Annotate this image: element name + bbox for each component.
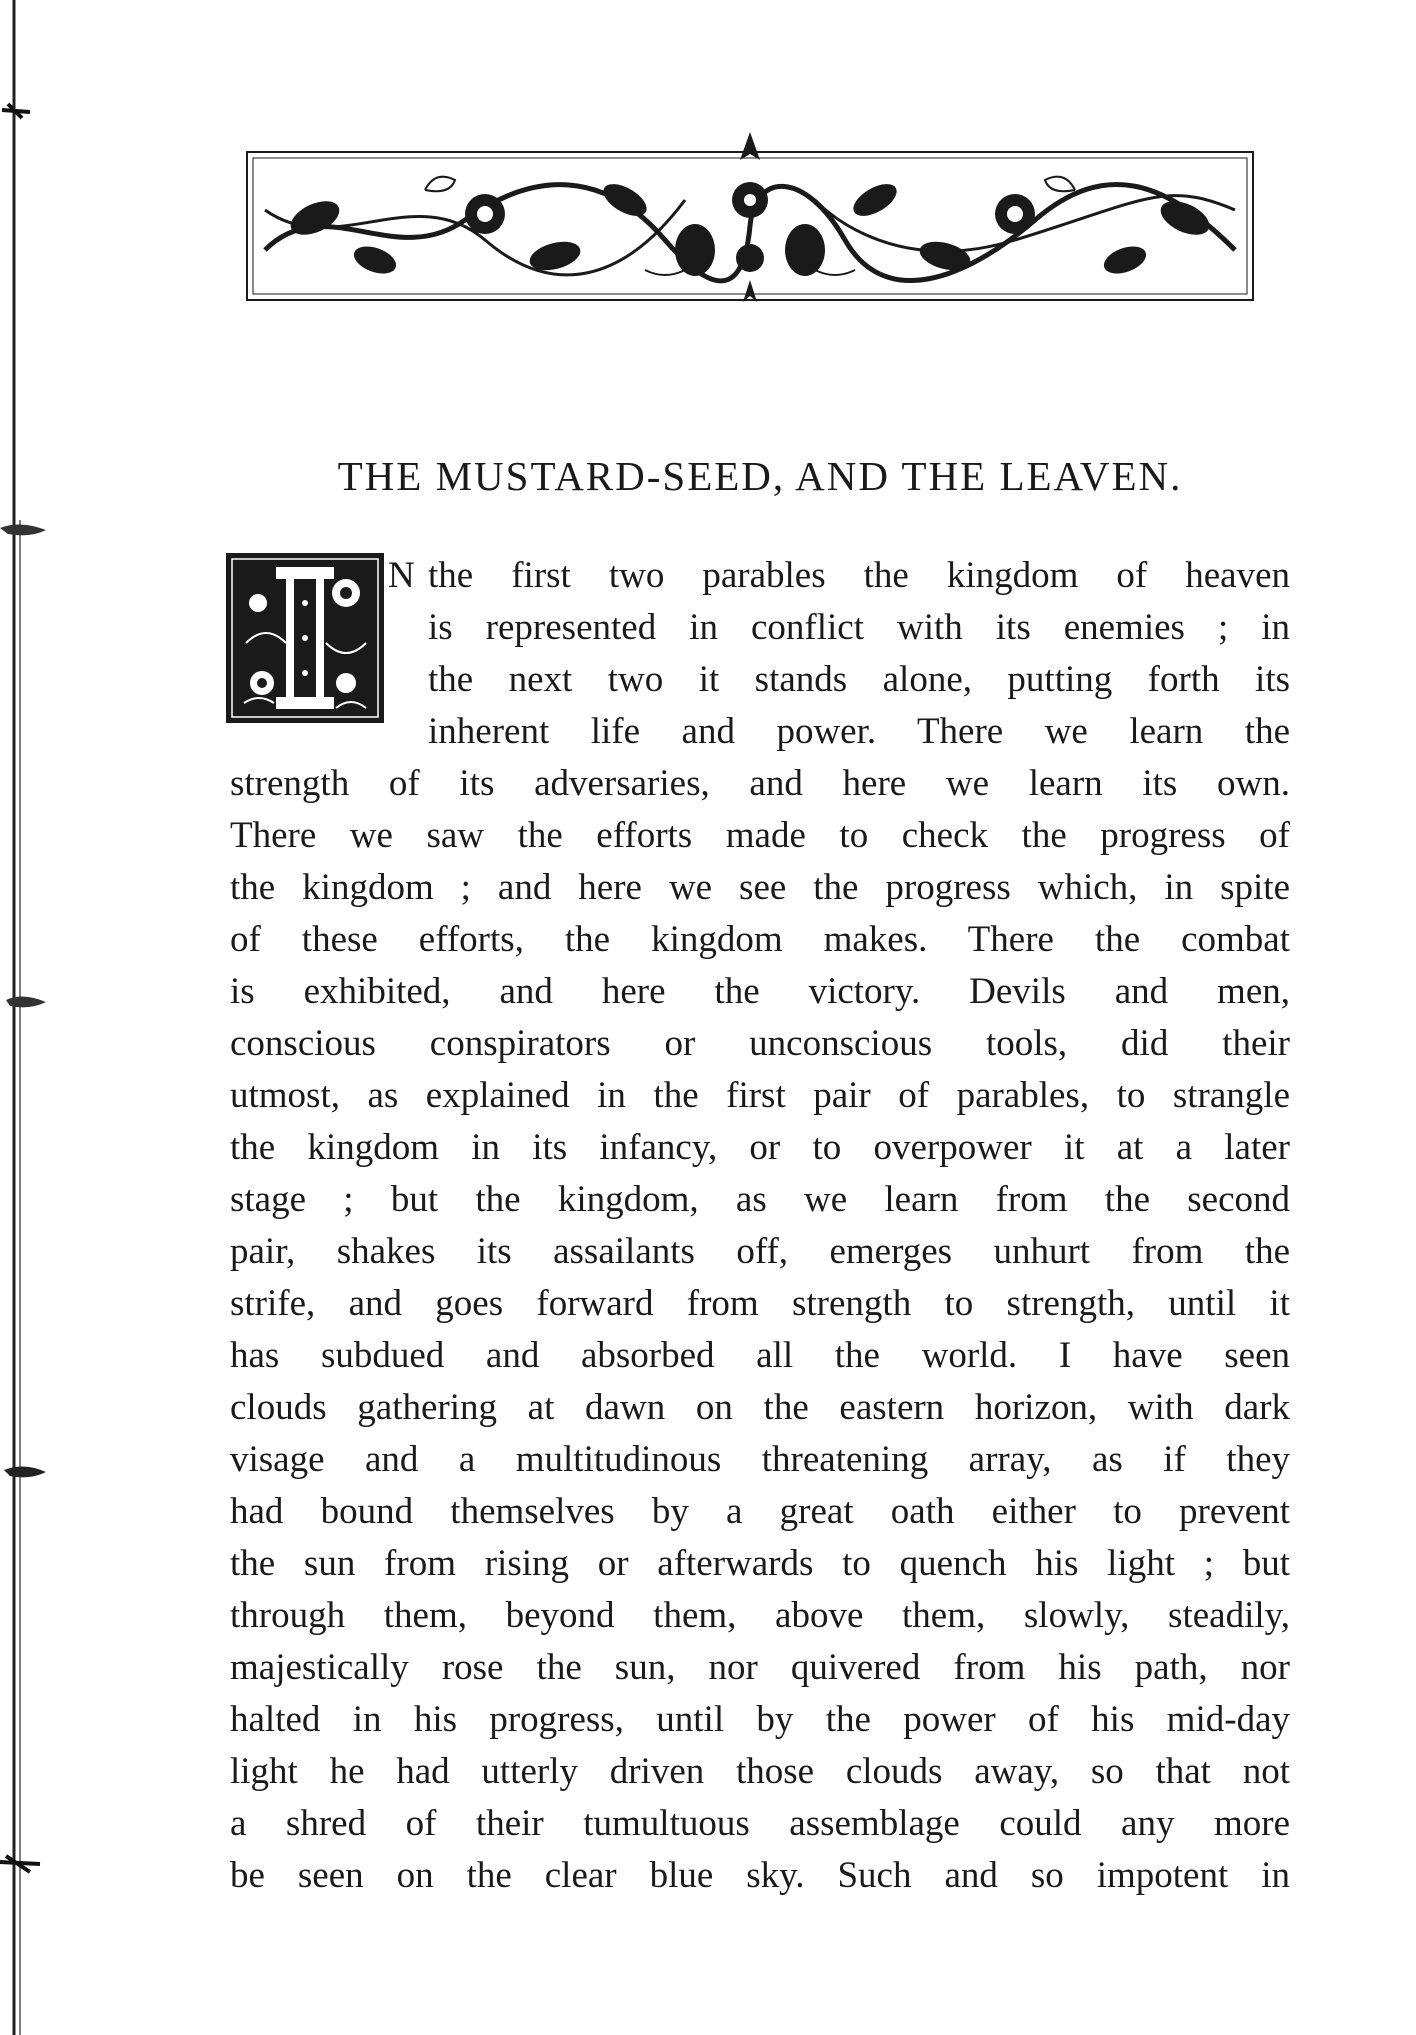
decorated-initial-icon	[226, 553, 384, 723]
text-line: majestically rose the sun, nor quivered from his path, nor	[230, 1647, 1290, 1688]
drop-cap-letter	[384, 553, 385, 554]
drop-cap-rest: N	[388, 555, 415, 596]
drop-cap	[226, 553, 384, 723]
text-line: the sun from rising or afterwards to quench his light ; but	[230, 1543, 1290, 1584]
text-line: halted in his progress, until by the power of his mid-day	[230, 1699, 1290, 1740]
text-line: There we saw the efforts made to check the progress of	[230, 815, 1290, 856]
text-line: is exhibited, and here the victory. Devils and men,	[230, 971, 1290, 1012]
text-line: pair, shakes its assailants off, emerges unhurt from the	[230, 1231, 1290, 1272]
text-line: through them, beyond them, above them, slowly, steadily,	[230, 1595, 1290, 1636]
text-line: visage and a multitudinous threatening array, as if they	[230, 1439, 1290, 1480]
text-line: the first two parables the kingdom of heaven	[428, 555, 1290, 596]
text-line: is represented in conflict with its enemies ; in	[428, 607, 1290, 648]
text-line: the kingdom in its infancy, or to overpower it at a later	[230, 1127, 1290, 1168]
text-line: utmost, as explained in the first pair of parables, to strangle	[230, 1075, 1290, 1116]
text-line: has subdued and absorbed all the world. I have seen	[230, 1335, 1290, 1376]
text-line: a shred of their tumultuous assemblage could any more	[230, 1803, 1290, 1844]
text-line: stage ; but the kingdom, as we learn from the second	[230, 1179, 1290, 1220]
text-line: clouds gathering at dawn on the eastern horizon, with dark	[230, 1387, 1290, 1428]
text-line: strength of its adversaries, and here we learn its own.	[230, 763, 1290, 804]
text-line: conscious conspirators or unconscious tools, did their	[230, 1023, 1290, 1064]
text-line: be seen on the clear blue sky. Such and so impotent in	[230, 1855, 1290, 1896]
text-line: strife, and goes forward from strength to strength, until it	[230, 1283, 1290, 1324]
chapter-title: THE MUSTARD-SEED, AND THE LEAVEN.	[337, 453, 1183, 499]
text-line: inherent life and power. There we learn the	[428, 711, 1290, 752]
floral-headpiece-icon	[245, 130, 1255, 305]
text-line: the kingdom ; and here we see the progress which, in spite	[230, 867, 1290, 908]
text-line: light he had utterly driven those clouds away, so that not	[230, 1751, 1290, 1792]
text-line: of these efforts, the kingdom makes. There the combat	[230, 919, 1290, 960]
text-line: had bound themselves by a great oath either to prevent	[230, 1491, 1290, 1532]
binding-thread-marks-icon	[0, 0, 60, 2035]
text-line: the next two it stands alone, putting forth its	[428, 659, 1290, 700]
